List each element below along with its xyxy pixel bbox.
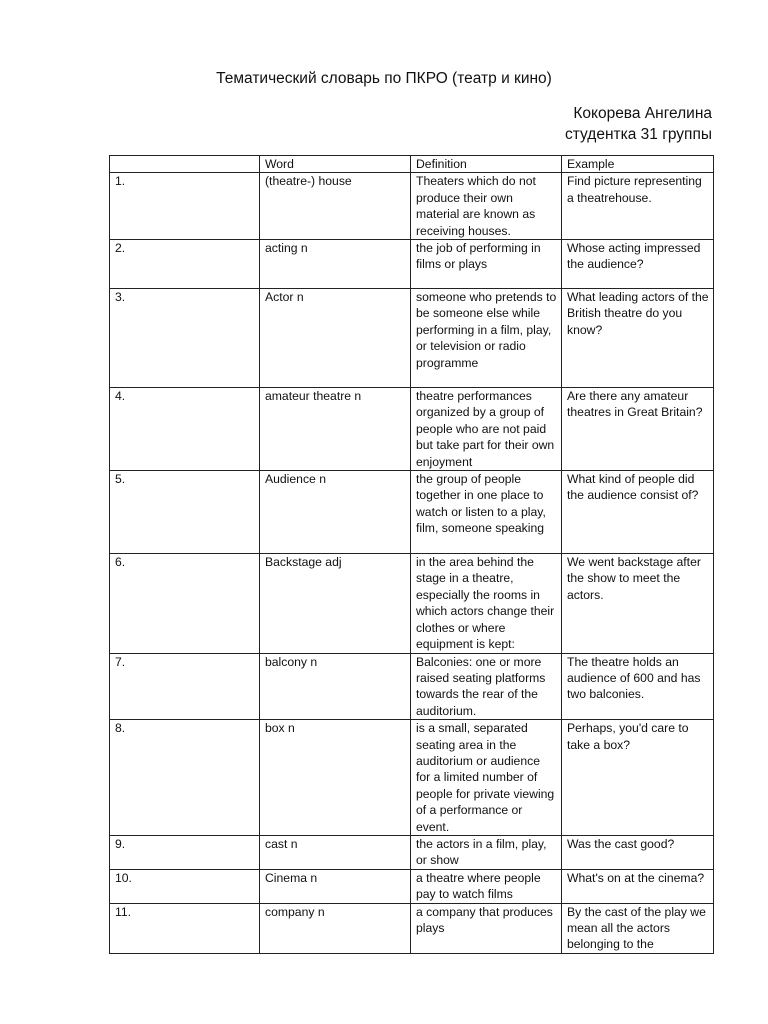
row-word: acting n [260,240,411,289]
row-definition: in the area behind the stage in a theatre, especially the rooms in which actors change their clothes or where equipment is kept: [411,554,562,653]
row-number: 2. [110,240,260,289]
row-example: What leading actors of the British theatre do you know? [562,289,714,388]
row-number: 11. [110,903,260,953]
table-row [110,471,714,554]
author-name: Кокорева Ангелина [573,105,712,122]
row-definition: is a small, separated seating area in the auditorium or audience for a limited number of people for private viewing of a performance or event. [411,720,562,836]
header-definition: Definition [411,156,562,173]
row-example: Whose acting impressed the audience? [562,240,714,289]
table-row [110,720,714,836]
row-word: company n [260,903,411,953]
table-row [110,240,714,289]
row-definition: the job of performing in films or plays [411,240,562,289]
table-row [110,289,714,388]
row-word: Backstage adj [260,554,411,653]
table-row [110,869,714,903]
row-word: Audience n [260,471,411,554]
row-example: Are there any amateur theatres in Great Britain? [562,388,714,471]
row-definition: the group of people together in one place to watch or listen to a play, film, someone speaking [411,471,562,554]
row-number: 9. [110,835,260,869]
row-definition: a company that produces plays [411,903,562,953]
table-row [110,388,714,471]
row-word: cast n [260,835,411,869]
vocabulary-table [109,155,714,954]
row-example: What kind of people did the audience consist of? [562,471,714,554]
table-row [110,653,714,720]
row-word: balcony n [260,653,411,720]
row-definition: a theatre where people pay to watch films [411,869,562,903]
row-word: (theatre-) house [260,173,411,240]
row-number: 5. [110,471,260,554]
table-header-row [110,156,714,173]
row-example: We went backstage after the show to meet the actors. [562,554,714,653]
row-definition: Theaters which do not produce their own material are known as receiving houses. [411,173,562,240]
row-example: Perhaps, you'd care to take a box? [562,720,714,836]
row-word: Actor n [260,289,411,388]
header-number [110,156,260,173]
row-definition: theatre performances organized by a group of people who are not paid but take part for their own enjoyment [411,388,562,471]
row-word: Cinema n [260,869,411,903]
row-number: 10. [110,869,260,903]
table-row [110,554,714,653]
row-definition: Balconies: one or more raised seating platforms towards the rear of the auditorium. [411,653,562,720]
row-number: 4. [110,388,260,471]
row-definition: the actors in a film, play, or show [411,835,562,869]
row-number: 6. [110,554,260,653]
row-word: box n [260,720,411,836]
row-number: 8. [110,720,260,836]
header-word: Word [260,156,411,173]
row-example: Find picture representing a theatrehouse. [562,173,714,240]
row-example: The theatre holds an audience of 600 and has two balconies. [562,653,714,720]
author-group: студентка 31 группы [565,126,712,143]
table-row [110,173,714,240]
row-example: Was the cast good? [562,835,714,869]
row-number: 3. [110,289,260,388]
header-example: Example [562,156,714,173]
document-title: Тематический словарь по ПКРО (театр и кино) [216,70,552,87]
table-row [110,835,714,869]
row-example: What's on at the cinema? [562,869,714,903]
row-word: amateur theatre n [260,388,411,471]
row-number: 1. [110,173,260,240]
row-example: By the cast of the play we mean all the actors belonging to the [562,903,714,953]
table-row [110,903,714,953]
row-number: 7. [110,653,260,720]
row-definition: someone who pretends to be someone else while performing in a film, play, or television or radio programme [411,289,562,388]
